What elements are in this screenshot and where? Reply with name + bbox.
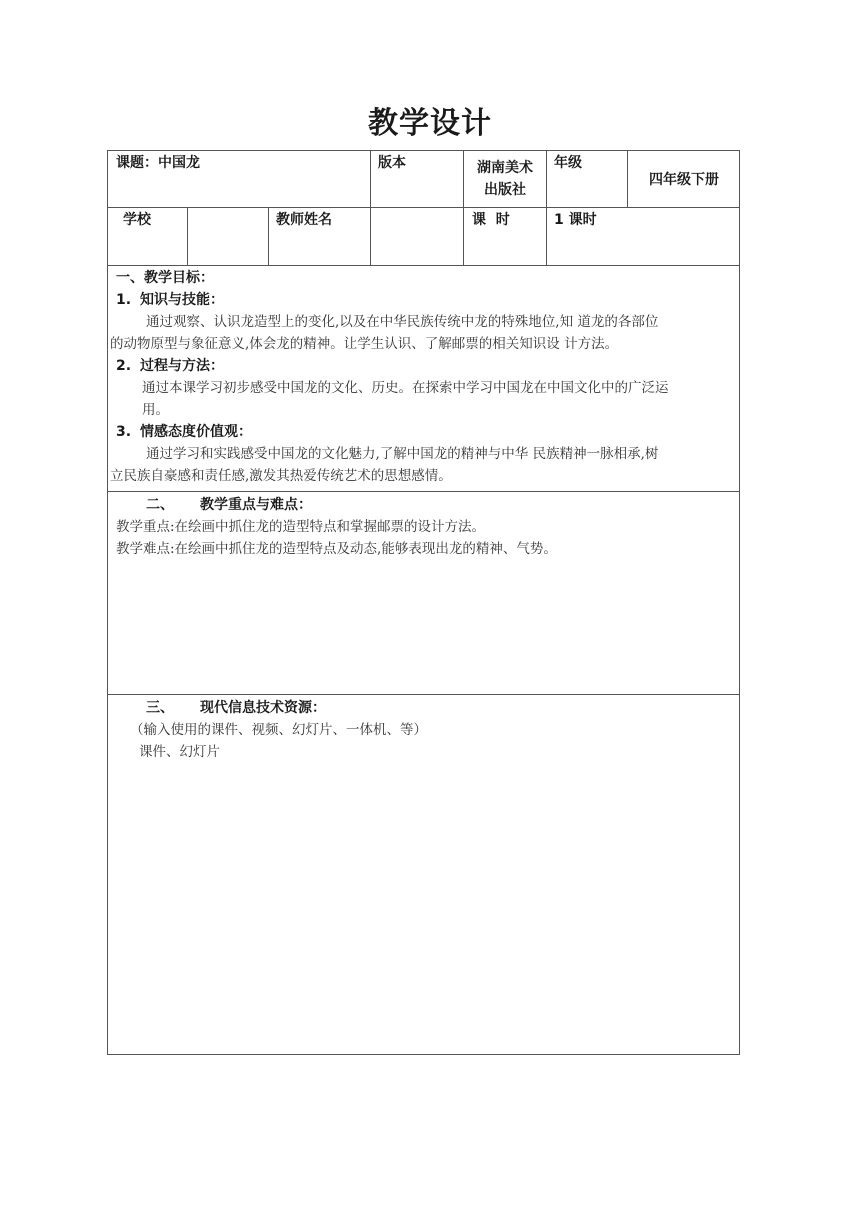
objective-2-number: 2.	[116, 358, 132, 374]
hours-label: 课 时	[472, 212, 510, 228]
section2-number: 二、	[146, 497, 174, 513]
section3-number: 三、	[146, 700, 174, 716]
edition-value-line2: 出版社	[484, 182, 526, 198]
section3-heading	[108, 697, 739, 719]
hours-value: 1 课时	[554, 212, 597, 228]
objective-2-line1: 通过本课学习初步感受中国龙的文化、历史。在探索中学习中国龙在中国文化中的广泛运	[142, 380, 669, 396]
objective-1-title	[108, 289, 739, 311]
objective-1-label: 知识与技能：	[140, 292, 224, 308]
col-divider	[370, 151, 371, 265]
resources-hint: （输入使用的课件、视频、幻灯片、一体机、等）	[130, 722, 427, 738]
objective-3-title	[108, 421, 739, 443]
row-divider	[108, 265, 739, 266]
section3-title: 现代信息技术资源：	[200, 700, 326, 716]
grade-value: 四年级下册	[649, 172, 719, 188]
teacher-label: 教师姓名	[276, 212, 332, 228]
objective-3-number: 3.	[116, 424, 132, 440]
objective-2-line2: 用。	[142, 402, 169, 418]
row-divider	[108, 491, 739, 492]
lesson-plan-table	[107, 150, 740, 1055]
edition-value	[464, 157, 546, 201]
section2-heading	[108, 494, 739, 516]
edition-label: 版本	[378, 155, 406, 171]
section1-heading: 一、教学目标：	[116, 270, 214, 286]
page-title: 教学设计	[368, 106, 492, 141]
objective-3-label: 情感态度价值观：	[140, 424, 252, 440]
objective-3-line1: 通过学习和实践感受中国龙的文化魅力,了解中国龙的精神与中华 民族精神一脉相承,树	[146, 446, 659, 462]
grade-label: 年级	[554, 155, 582, 171]
it-resources-section	[108, 697, 739, 763]
key-point-text: 教学重点:在绘画中抓住龙的造型特点和掌握邮票的设计方法。	[116, 519, 486, 535]
edition-value-line1: 湖南美术	[477, 160, 533, 176]
col-divider	[187, 208, 188, 265]
col-divider	[546, 151, 547, 265]
key-difficulty-section	[108, 494, 739, 560]
school-label: 学校	[123, 212, 151, 228]
row-divider	[108, 207, 739, 208]
resources-value: 课件、幻灯片	[139, 744, 220, 760]
row-divider	[108, 694, 739, 695]
objective-2-title	[108, 355, 739, 377]
objective-3-line2: 立民族自豪感和责任感,激发其热爱传统艺术的思想感情。	[110, 468, 452, 484]
col-divider	[268, 208, 269, 265]
objective-2-label: 过程与方法：	[140, 358, 224, 374]
topic-cell: 课题：中国龙	[116, 155, 200, 171]
teaching-objectives-section	[108, 267, 739, 487]
section2-title: 教学重点与难点：	[200, 497, 312, 513]
objective-1-number: 1.	[116, 292, 132, 308]
objective-1-line1: 通过观察、认识龙造型上的变化,以及在中华民族传统中龙的特殊地位,知 道龙的各部位	[146, 314, 659, 330]
difficulty-text: 教学难点:在绘画中抓住龙的造型特点及动态,能够表现出龙的精神、气势。	[116, 541, 557, 557]
objective-1-line2: 的动物原型与象征意义,体会龙的精神。让学生认识、了解邮票的相关知识设 计方法。	[110, 336, 619, 352]
